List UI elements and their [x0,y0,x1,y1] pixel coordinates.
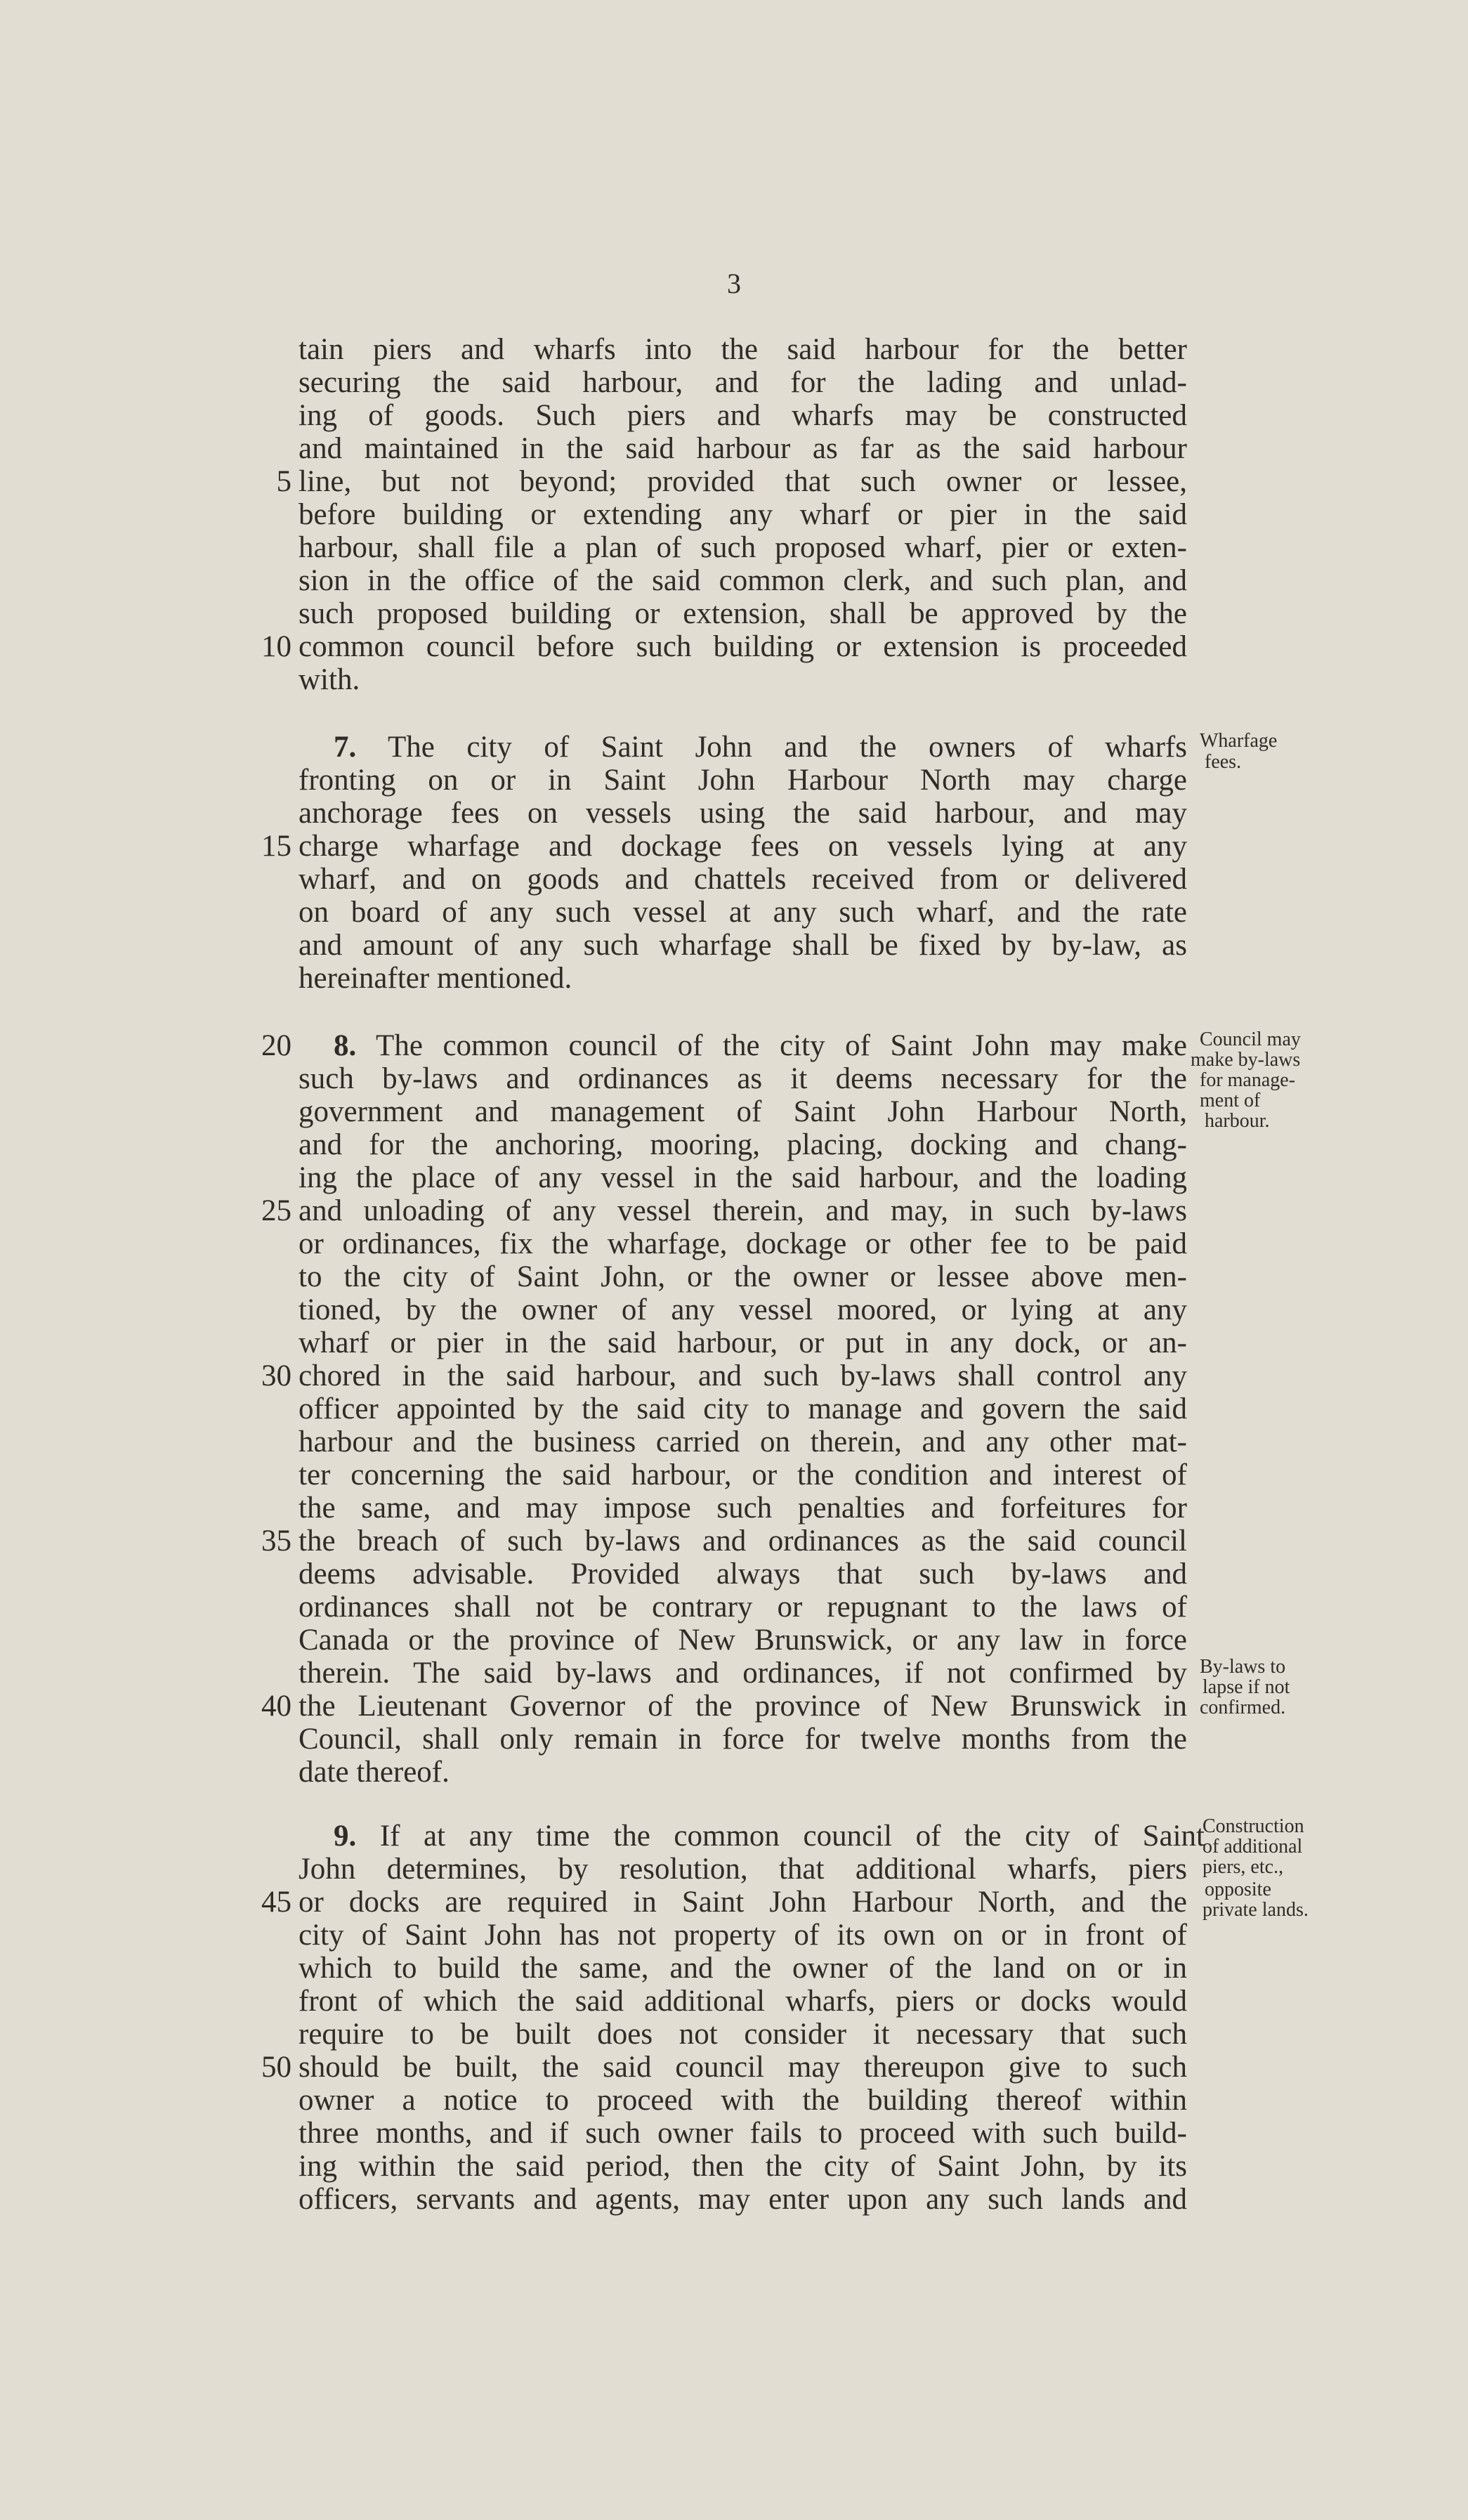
body-line: on board of any such vessel at any such wharf, and the rate [299,896,1187,929]
body-line: the breach of such by-laws and ordinances as the said council [299,1525,1187,1558]
line-number: 50 [261,2051,291,2084]
body-line: line, but not beyond; provided that such owner or lessee, [299,465,1187,498]
body-line: therein. The said by-laws and ordinances, if not confirmed by [299,1657,1187,1690]
margin-note-line: of additional [1202,1836,1303,1858]
body-line: and unloading of any vessel therein, and may, in such by-laws [299,1194,1187,1227]
margin-note-line: harbour. [1205,1110,1270,1132]
body-line: charge wharfage and dockage fees on vessels lying at any [299,830,1187,863]
margin-note-line: lapse if not [1202,1676,1290,1698]
body-line: officer appointed by the said city to manage and govern the said [299,1392,1187,1425]
body-line: date thereof. [299,1756,450,1789]
body-line: ing of goods. Such piers and wharfs may be constructed [299,399,1187,432]
line-number: 10 [261,630,291,663]
body-line: wharf, and on goods and chattels received from or delivered [299,863,1187,896]
body-line: chored in the said harbour, and such by-laws shall control any [299,1359,1187,1392]
margin-note-line: private lands. [1202,1899,1309,1921]
margin-note-line: confirmed. [1200,1697,1286,1718]
body-line: should be built, the said council may thereupon give to such [299,2051,1187,2084]
body-line: the Lieutenant Governor of the province of New Brunswick in [299,1690,1187,1723]
body-line: front of which the said additional wharfs, piers or docks would [299,1985,1187,2018]
body-line: sion in the office of the said common clerk, and such plan, and [299,564,1187,597]
body-line [334,731,1187,764]
section-number: 9. [334,1820,357,1853]
body-line: and maintained in the said harbour as far as the said harbour [299,432,1187,465]
body-line: and for the anchoring, mooring, placing, docking and chang- [299,1128,1187,1161]
body-line: government and management of Saint John Harbour North, [299,1095,1187,1128]
section-text: The city of Saint John and the owners of wharfs [387,731,1187,764]
body-line: Canada or the province of New Brunswick, or any law in force [299,1624,1187,1657]
line-number: 15 [261,830,291,863]
line-number: 5 [276,465,291,498]
body-line [334,1820,1205,1853]
body-line: or docks are required in Saint John Harbour North, and the [299,1886,1187,1919]
line-number: 20 [261,1029,291,1062]
margin-note-line: ment of [1200,1090,1261,1111]
margin-note-line: Construction [1202,1815,1304,1837]
margin-note-line: make by-laws [1191,1049,1301,1071]
body-line: city of Saint John has not property of its own on or in front of [299,1919,1187,1952]
body-line: hereinafter mentioned. [299,962,572,995]
line-number: 35 [261,1525,291,1558]
body-line: three months, and if such owner fails to proceed with such build- [299,2117,1187,2150]
body-line: officers, servants and agents, may enter upon any such lands and [299,2183,1187,2216]
body-line: such proposed building or extension, shall be approved by the [299,597,1187,630]
body-line: require to be built does not consider it necessary that such [299,2018,1187,2051]
line-number: 45 [261,1886,291,1919]
margin-note-line: Council may [1200,1029,1301,1050]
body-line: before building or extending any wharf or pier in the said [299,498,1187,531]
body-line: Council, shall only remain in force for twelve months from the [299,1723,1187,1756]
margin-note-line: Wharfage [1200,730,1278,752]
body-line: fronting on or in Saint John Harbour North may charge [299,764,1187,797]
body-line: tain piers and wharfs into the said harbour for the better [299,333,1187,366]
margin-note-line: fees. [1205,751,1242,773]
body-line [334,1029,1187,1063]
body-line: owner a notice to proceed with the building thereof within [299,2084,1187,2117]
body-line: harbour, shall file a plan of such proposed wharf, pier or exten- [299,531,1187,564]
body-line: tioned, by the owner of any vessel moored, or lying at any [299,1293,1187,1326]
body-line: John determines, by resolution, that additional wharfs, piers [299,1853,1187,1886]
margin-note-line: piers, etc., [1202,1856,1284,1878]
section-number: 8. [334,1029,357,1062]
body-line: wharf or pier in the said harbour, or put in any dock, or an- [299,1326,1187,1359]
body-line: ing within the said period, then the city of Saint John, by its [299,2150,1187,2183]
body-line: harbour and the business carried on therein, and any other mat- [299,1425,1187,1458]
section-text: If at any time the common council of the city of Saint [379,1820,1205,1853]
body-line: common council before such building or extension is proceeded [299,630,1187,663]
section-text: The common council of the city of Saint John may make [376,1029,1187,1062]
body-line: and amount of any such wharfage shall be fixed by by-law, as [299,929,1187,962]
page-number: 3 [727,268,741,299]
body-line: ordinances shall not be contrary or repugnant to the laws of [299,1591,1187,1624]
line-number: 30 [261,1359,291,1392]
margin-note-line: for manage- [1200,1069,1296,1091]
margin-note-line: By-laws to [1200,1656,1286,1678]
margin-note-line: opposite [1205,1879,1271,1900]
body-line: to the city of Saint John, or the owner or lessee above men- [299,1260,1187,1293]
body-line: deems advisable. Provided always that such by-laws and [299,1558,1187,1591]
body-line: with. [299,663,360,696]
body-line: such by-laws and ordinances as it deems necessary for the [299,1062,1187,1095]
line-number: 25 [261,1194,291,1227]
body-line: or ordinances, fix the wharfage, dockage or other fee to be paid [299,1227,1187,1260]
body-line: securing the said harbour, and for the lading and unlad- [299,366,1187,399]
body-line: which to build the same, and the owner of the land on or in [299,1952,1187,1985]
body-line: ter concerning the said harbour, or the condition and interest of [299,1458,1187,1491]
body-line: the same, and may impose such penalties and forfeitures for [299,1491,1187,1525]
line-number: 40 [261,1690,291,1723]
body-line: ing the place of any vessel in the said harbour, and the loading [299,1161,1187,1194]
section-number: 7. [334,731,357,764]
body-line: anchorage fees on vessels using the said harbour, and may [299,797,1187,830]
